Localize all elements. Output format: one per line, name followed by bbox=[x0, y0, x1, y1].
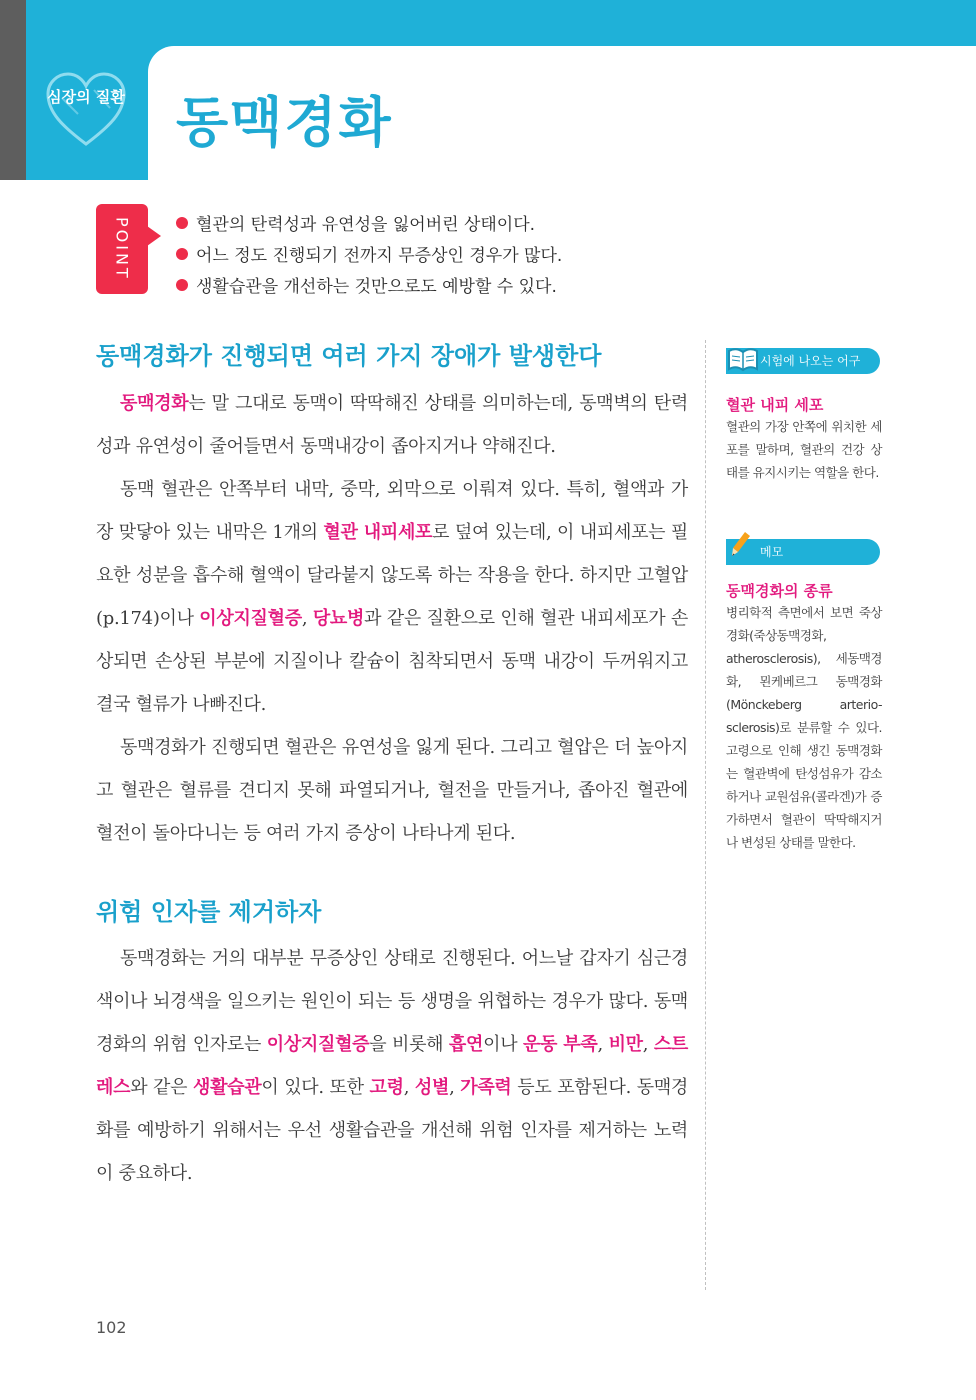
header-gray-strip bbox=[0, 0, 26, 180]
sidebar-term: 혈관 내피 세포 bbox=[726, 396, 824, 414]
paragraph-text: 과 같은 질환으로 인해 혈관 내피세포가 손상되면 손상된 부분에 지질이나 칼슘이 침착되면서 동맥 내강이 두꺼워지고 결국 혈류가 나빠진다. bbox=[96, 608, 688, 715]
keyword: 당뇨병 bbox=[312, 608, 365, 629]
paragraph bbox=[96, 468, 688, 726]
keyword: 이상지질혈증 bbox=[199, 608, 302, 629]
keyword: 스트레스 bbox=[96, 1034, 689, 1098]
paragraph-text: 이 있다. 또한 bbox=[261, 1077, 370, 1098]
point-item bbox=[176, 210, 562, 241]
category-label: 심장의 질환 bbox=[47, 88, 125, 106]
keyword: 비만 bbox=[608, 1034, 643, 1055]
keyword: 생활습관 bbox=[192, 1077, 262, 1098]
paragraph bbox=[96, 726, 688, 855]
point-item-text: 생활습관을 개선하는 것만으로도 예방할 수 있다. bbox=[196, 277, 557, 297]
paragraph-text: 이나 bbox=[483, 1034, 523, 1055]
paragraph-text: 등도 포함된다. 동맥경화를 예방하기 위해서는 우선 생활습관을 개선해 위험 인자를 제거하는 노력이 중요하다. bbox=[96, 1077, 689, 1184]
open-book-icon bbox=[727, 345, 759, 373]
point-arrow bbox=[147, 226, 161, 246]
heart-icon bbox=[44, 68, 128, 152]
paragraph-text: 동맥 혈관은 안쪽부터 내막, 중막, 외막으로 이뤄져 있다. 특히, 혈액과 가장 맞닿아 있는 내막은 1개의 bbox=[96, 479, 688, 543]
paragraph-text: 동맥경화가 진행되면 혈관은 유연성을 잃게 된다. 그리고 혈압은 더 높아지고 혈관은 혈류를 견디지 못해 파열되거나, 혈전을 만들거나, 좁아진 혈관에 혈전이 돌아다니는 등 여러 가지 증상이 나타나게 된다. bbox=[96, 737, 688, 844]
paragraph-text: , bbox=[301, 608, 313, 629]
paragraph-text: , bbox=[597, 1034, 609, 1055]
keyword: 동맥경화 bbox=[120, 393, 189, 414]
keyword: 운동 부족 bbox=[522, 1034, 598, 1055]
keyword: 흡연 bbox=[448, 1034, 484, 1055]
sidebar-text: 혈관의 가장 안쪽에 위치한 세포를 말하며, 혈관의 건강 상태를 유지시키는 역할을 한다. bbox=[726, 419, 882, 480]
sidebar-term: 동맥경화의 종류 bbox=[726, 582, 833, 600]
point-item-text: 어느 정도 진행되기 전까지 무증상인 경우가 많다. bbox=[196, 246, 563, 266]
sidebar-text: 병리학적 측면에서 보면 죽상경화(죽상동맥경화, atherosclerosis), 세동맥경화, 묀케베르그 동맥경화(Mönckeberg arterio-sclerosis)로 분류할 수 있다. 고령으로 인해 생긴 동맥경화는 혈관벽에 탄성섬유가 감소하거나 교원섬유(콜라겐)가 증가하면서 혈관이 딱딱해지거나 변성된 상태를 말한다. bbox=[726, 605, 882, 850]
keyword: 고령 bbox=[369, 1077, 404, 1098]
section-title: 동맥경화가 진행되면 여러 가지 장애가 발생한다 bbox=[96, 342, 602, 370]
paragraph-text: 는 말 그대로 동맥이 딱딱해진 상태를 의미하는데, 동맥벽의 탄력성과 유연성이 줄어들면서 동맥내강이 좁아지거나 약해진다. bbox=[96, 393, 688, 457]
section-title: 위험 인자를 제거하자 bbox=[96, 898, 322, 926]
paragraph bbox=[96, 937, 688, 1195]
point-item bbox=[176, 241, 562, 272]
page-title: 동맥경화 bbox=[176, 91, 393, 154]
paragraph-text: , bbox=[642, 1034, 654, 1055]
paragraph-text: 와 같은 bbox=[130, 1077, 193, 1098]
paragraph-text: 을 비롯해 bbox=[369, 1034, 449, 1055]
point-item bbox=[176, 272, 562, 303]
keyword: 가족력 bbox=[460, 1077, 512, 1098]
keyword: 성별 bbox=[414, 1077, 450, 1098]
column-divider bbox=[705, 340, 706, 1290]
keyword: 혈관 내피세포 bbox=[323, 522, 433, 543]
sidebar-memo-heading: 메모 bbox=[726, 539, 880, 565]
point-tag-label: POINT bbox=[112, 217, 132, 281]
bullet-dot-icon bbox=[176, 279, 188, 291]
paragraph bbox=[96, 382, 688, 468]
paragraph-text: 로 덮여 있는데, 이 내피세포는 필요한 성분을 흡수해 혈액이 달라붙지 않도록 하는 작용을 한다. 하지만 고혈압(p.174)이나 bbox=[96, 522, 688, 629]
paragraph-text: 동맥경화는 거의 대부분 무증상인 상태로 진행된다. 어느날 갑자기 심근경색이나 뇌경색을 일으키는 원인이 되는 등 생명을 위협하는 경우가 많다. 동맥경화의 위험 인자로는 bbox=[96, 948, 688, 1055]
pencil-icon bbox=[730, 530, 752, 558]
paragraph-text: , bbox=[403, 1077, 415, 1098]
page-number: 102 bbox=[96, 1318, 127, 1337]
keyword: 이상지질혈증 bbox=[266, 1034, 370, 1055]
bullet-dot-icon bbox=[176, 217, 188, 229]
bullet-dot-icon bbox=[176, 248, 188, 260]
sidebar-terms-heading: 시험에 나오는 어구 bbox=[726, 348, 880, 374]
paragraph-text: , bbox=[449, 1077, 461, 1098]
point-list bbox=[176, 210, 562, 303]
point-item-text: 혈관의 탄력성과 유연성을 잃어버린 상태이다. bbox=[196, 215, 536, 235]
